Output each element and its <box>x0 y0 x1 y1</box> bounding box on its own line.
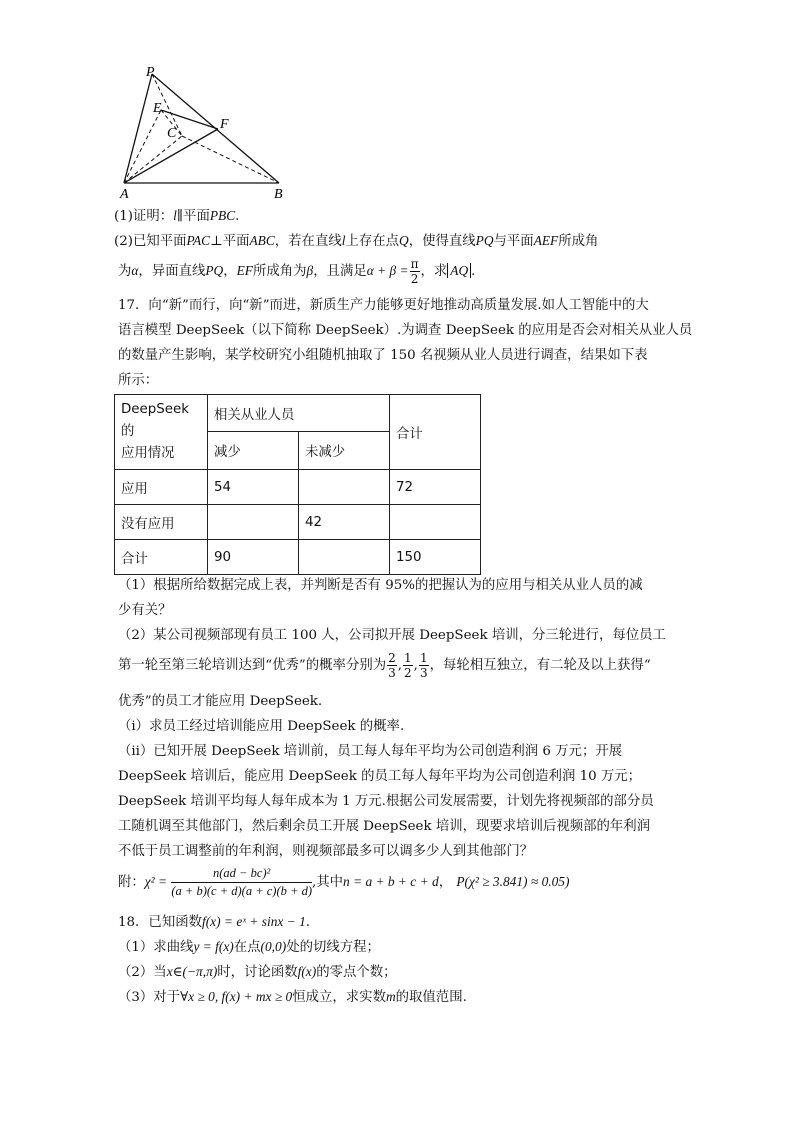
edge-PA <box>124 74 152 183</box>
q18-sub2: （2）当x∈(−π,π)时，讨论函数f(x)的零点个数； <box>118 964 397 980</box>
q16-part2: (2)已知平面PAC⊥平面ABC，若在直线l上存在点Q，使得直线PQ与平面AEF所成角 <box>114 233 599 249</box>
chi-square-fraction: $\frac{\text{n(ad − bc)²}}{(a + b)(c + d)(a + c)(b + d)}$ <box>171 866 312 898</box>
q17-sub2-i: （ⅰ）求员工经过培训能应用 DeepSeek 的概率. <box>118 719 405 734</box>
q17-sub2-ii-4: 工随机调至其他部门，然后剩余员工开展 DeepSeek 培训，现要求培训后视频部的年利润 <box>118 819 651 834</box>
fraction-1-3: $\frac{1}{3}$ <box>419 651 428 680</box>
table-row: 应用 54 72 <box>115 470 481 505</box>
fraction-1-2: $\frac{1}{2}$ <box>404 651 412 680</box>
q17-sub2-line2: 第一轮至第三轮培训达到“优秀”的概率分别为 $\frac{2}{3}$ , $\frac{1}{2}$ , $\frac{1}{3}$ ，每轮相互独立，有二轮及以上获得“ <box>118 651 651 680</box>
edge-CB <box>182 136 279 183</box>
q17-sub1-line1: （1）根据所给数据完成上表，并判断是否有 95%的把握认为的应用与相关从业人员的减 <box>118 578 643 593</box>
label-F: F <box>220 117 229 132</box>
fraction-pi-over-2: $\frac{\pi}{2}$ <box>410 257 419 286</box>
header-decrease: 减少 <box>208 432 299 470</box>
q17-sub2-ii-3: DeepSeek 培训平均每人每年成本为 1 万元.根据公司发展需要，计划先将视频部的部分员 <box>118 794 654 809</box>
header-total: 合计 <box>390 395 481 470</box>
edge-AC <box>124 136 182 183</box>
geometry-figure <box>112 62 312 202</box>
q17-sub2-ii-2: DeepSeek 培训后，能应用 DeepSeek 的员工每人每年平均为公司创造利润 10 万元； <box>118 769 642 784</box>
q17-sub2-ii-1: （ⅱ）已知开展 DeepSeek 培训前，员工每人每年平均为公司创造利润 6 万元；开展 <box>118 744 623 759</box>
q17-sub2-ii-5: 不低于员工调整前的年利润，则视频部最多可以调多少人到其他部门？ <box>118 844 534 859</box>
label-E: E <box>153 101 162 116</box>
q17-line3: 的数量产生影响，某学校研究小组随机抽取了 150 名视频从业人员进行调查，结果如下表 <box>118 348 648 363</box>
header-related-staff: 相关从业人员 <box>208 395 390 432</box>
fraction-2-3: $\frac{2}{3}$ <box>388 651 396 680</box>
table-row: 没有应用 42 <box>115 505 481 540</box>
label-A: A <box>120 187 129 202</box>
label-B: B <box>274 187 283 202</box>
q16-part1: (1)证明：l∥平面PBC. <box>114 208 240 224</box>
label-C: C <box>167 126 177 141</box>
q17-line2: 语言模型 DeepSeek（以下简称 DeepSeek）.为调查 DeepSeek 的应用是否会对相关从业人员 <box>118 323 693 338</box>
q17-sub2-line3: 优秀”的员工才能应用 DeepSeek. <box>118 694 323 709</box>
abs-AQ: AQ <box>447 263 471 278</box>
header-application: DeepSeek 的 应用情况 <box>115 395 208 470</box>
q17-line4: 所示： <box>118 373 159 388</box>
q18-line1: 18．已知函数f(x) = eˣ + sinx − 1. <box>118 914 311 930</box>
q18-sub1: （1）求曲线y = f(x)在点(0,0)处的切线方程； <box>118 939 380 955</box>
header-no-decrease: 未减少 <box>299 432 390 470</box>
contingency-table <box>114 394 481 575</box>
q18-sub3: （3）对于∀x ≥ 0, f(x) + mx ≥ 0恒成立，求实数m的取值范围. <box>118 989 467 1005</box>
q16-part2-cont: 为α，异面直线PQ，EF所成角为β，且满足α + β = $\frac{\pi}{2}$ ，求 AQ . <box>118 257 476 286</box>
table-row: 合计 90 150 <box>115 540 481 575</box>
q17-line1: 17．向“新”而行，向“新”而进，新质生产力能够更好地推动高质量发展.如人工智能中的大 <box>118 298 649 313</box>
label-P: P <box>146 65 155 80</box>
q17-sub2-line1: （2）某公司视频部现有员工 100 人，公司拟开展 DeepSeek 培训，分三轮进行，每位员工 <box>118 628 666 643</box>
q17-sub1-line2: 少有关？ <box>118 603 172 618</box>
appendix-formula: 附：χ² = $\frac{\text{n(ad − bc)²}}{(a + b)(c + d)(a + c)(b + d)}$ ,其中n = a + b + c + d， P(χ² ≥ 3.841) ≈ 0.05) <box>118 866 570 898</box>
